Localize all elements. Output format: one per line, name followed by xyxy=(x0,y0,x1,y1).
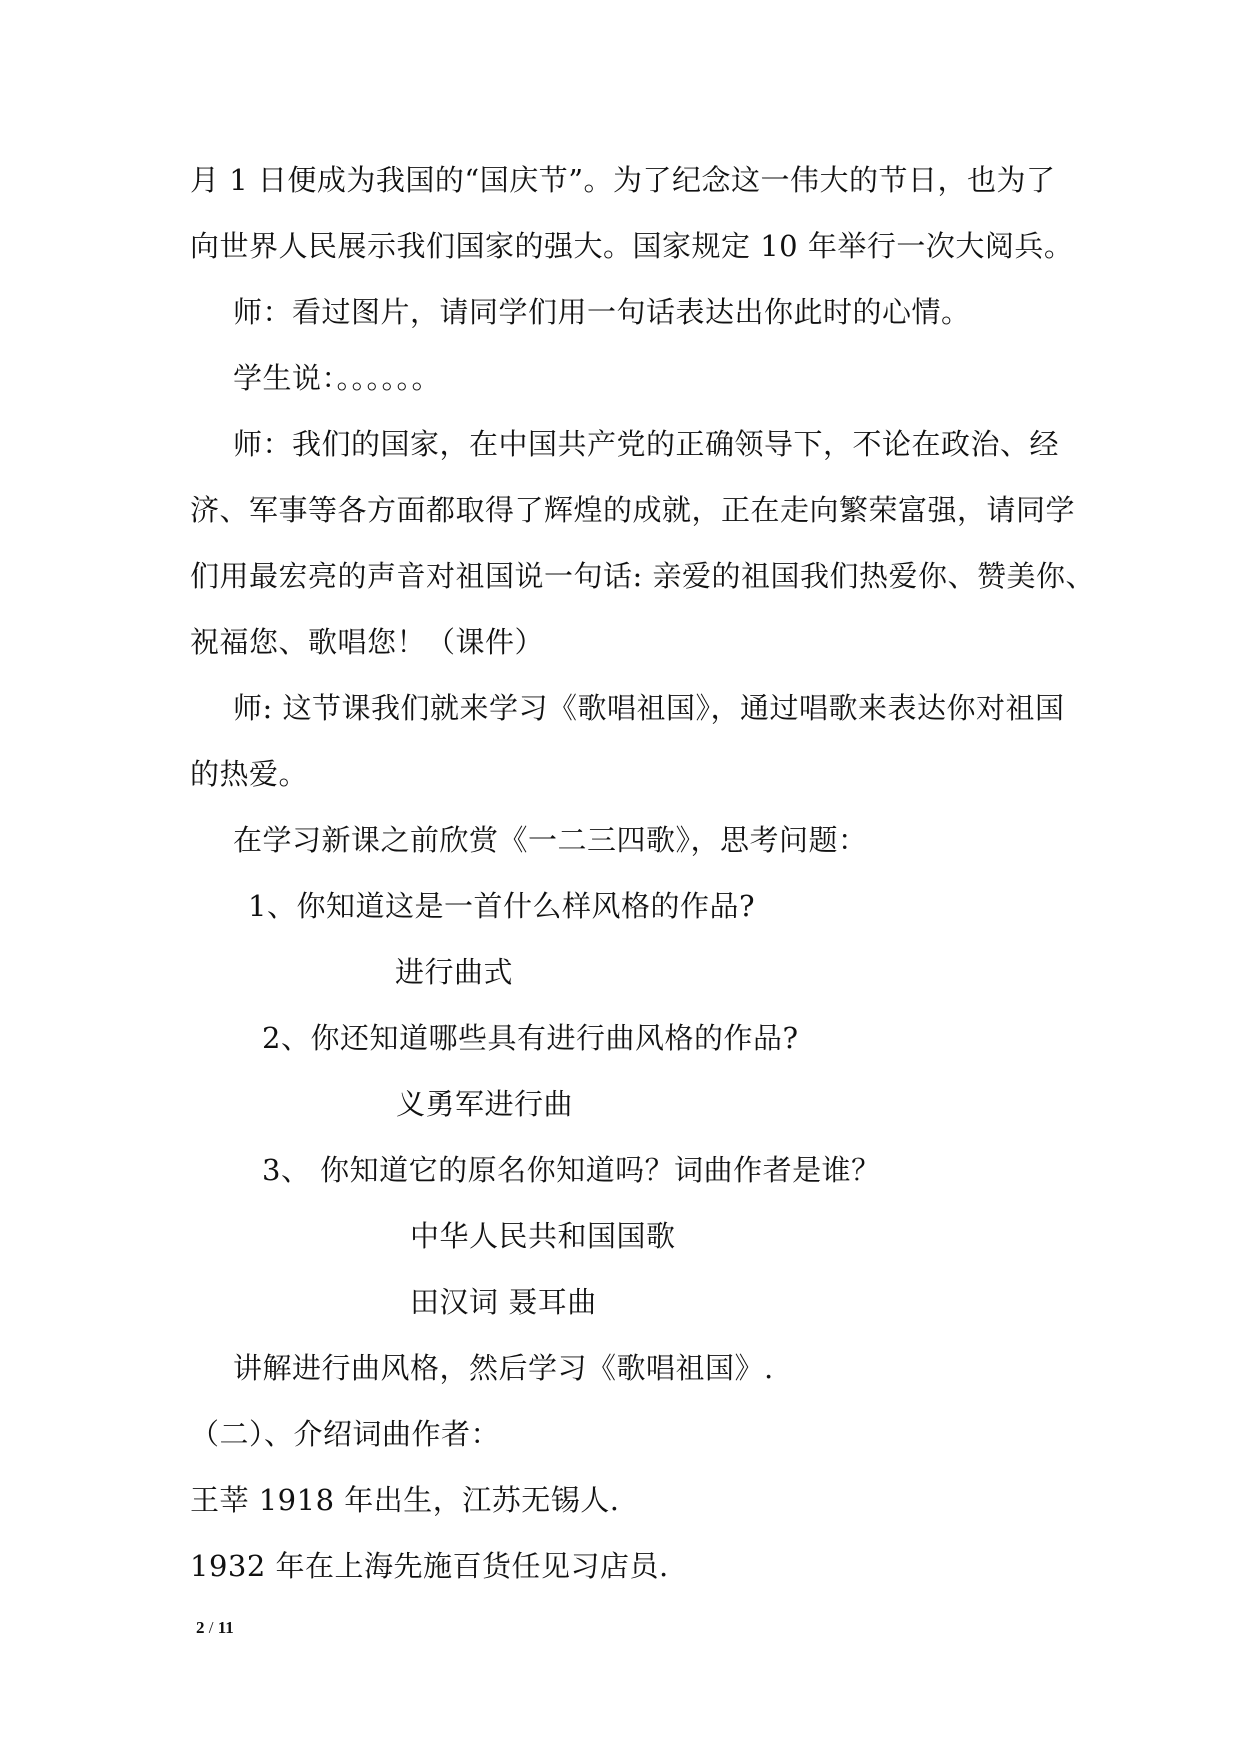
total-pages: 11 xyxy=(217,1618,234,1637)
paragraph-line: 向世界人民展示我们国家的强大。国家规定 10 年举行一次大阅兵。 xyxy=(190,229,1074,263)
paragraph-line: 王莘 1918 年出生，江苏无锡人. xyxy=(190,1483,620,1517)
paragraph-line: 祝福您、歌唱您！（课件） xyxy=(190,625,545,659)
answer-item: 中华人民共和国国歌 xyxy=(410,1219,676,1253)
paragraph-line: 1932 年在上海先施百货任见习店员. xyxy=(190,1549,669,1583)
answer-item: 义勇军进行曲 xyxy=(396,1087,574,1121)
section-heading: （二）、介绍词曲作者： xyxy=(190,1417,501,1451)
page-separator: / xyxy=(208,1618,214,1637)
paragraph-line: 学生说：。。。。。。 xyxy=(233,361,442,395)
question-item: 1、你知道这是一首什么样风格的作品? xyxy=(248,889,755,923)
page-number xyxy=(196,1618,234,1638)
paragraph-line: 师：我们的国家，在中国共产党的正确领导下，不论在政治、经 xyxy=(233,427,1060,461)
paragraph-line: 的热爱。 xyxy=(190,757,309,791)
paragraph-line: 师：看过图片，请同学们用一句话表达出你此时的心情。 xyxy=(233,295,971,329)
answer-item: 进行曲式 xyxy=(395,955,514,989)
paragraph-line: 在学习新课之前欣赏《一二三四歌》，思考问题： xyxy=(233,823,868,857)
paragraph-line: 们用最宏亮的声音对祖国说一句话: 亲爱的祖国我们热爱你、赞美你、 xyxy=(190,559,1095,593)
current-page: 2 xyxy=(196,1618,205,1637)
paragraph-line: 讲解进行曲风格，然后学习《歌唱祖国》. xyxy=(233,1351,774,1385)
paragraph-line: 济、军事等各方面都取得了辉煌的成就，正在走向繁荣富强，请同学 xyxy=(190,493,1076,527)
paragraph-line: 师: 这节课我们就来学习《歌唱祖国》，通过唱歌来表达你对祖国 xyxy=(233,691,1065,725)
paragraph-line: 月 1 日便成为我国的“国庆节”。为了纪念这一伟大的节日，也为了 xyxy=(190,163,1056,197)
answer-item: 田汉词 聂耳曲 xyxy=(410,1285,597,1319)
question-item: 2、你还知道哪些具有进行曲风格的作品? xyxy=(262,1021,799,1055)
question-item: 3、 你知道它的原名你知道吗？词曲作者是谁？ xyxy=(262,1153,881,1187)
